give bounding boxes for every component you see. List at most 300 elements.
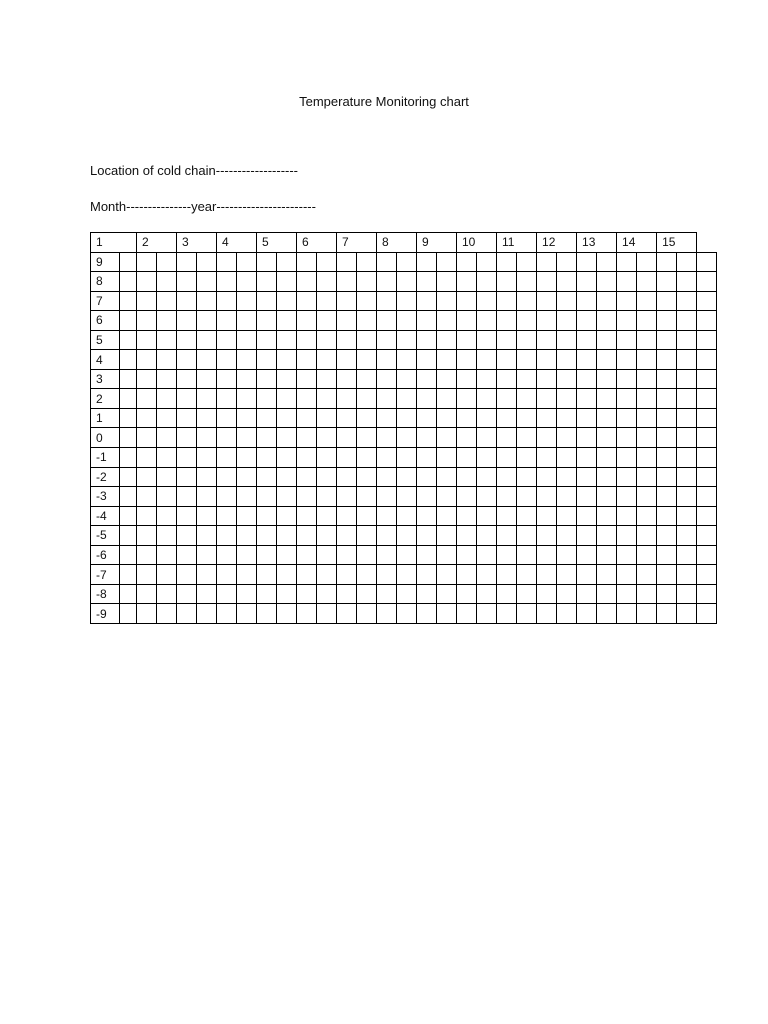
reading-cell xyxy=(437,252,457,272)
reading-cell xyxy=(417,369,437,389)
day-header-cell: 10 xyxy=(457,233,497,253)
reading-cell xyxy=(417,526,437,546)
reading-cell xyxy=(517,252,537,272)
reading-cell xyxy=(357,545,377,565)
reading-cell xyxy=(697,291,717,311)
reading-cell xyxy=(677,311,697,331)
day-header-cell: 3 xyxy=(177,233,217,253)
reading-cell xyxy=(337,467,357,487)
reading-cell xyxy=(417,467,437,487)
reading-cell xyxy=(657,369,677,389)
reading-cell xyxy=(637,389,657,409)
reading-cell xyxy=(617,428,637,448)
reading-cell xyxy=(577,545,597,565)
reading-cell xyxy=(417,291,437,311)
reading-cell xyxy=(357,369,377,389)
reading-cell xyxy=(257,584,277,604)
temperature-label-cell: 5 xyxy=(91,330,120,350)
reading-cell xyxy=(557,330,577,350)
temperature-label-cell: -4 xyxy=(91,506,120,526)
reading-cell xyxy=(437,506,457,526)
location-line: Location of cold chain------------------- xyxy=(90,163,299,178)
reading-cell xyxy=(277,565,297,585)
temperature-row xyxy=(91,311,717,331)
reading-cell xyxy=(457,330,477,350)
reading-cell xyxy=(497,369,517,389)
reading-cell xyxy=(497,311,517,331)
day-header-cell: 7 xyxy=(337,233,377,253)
reading-cell xyxy=(657,506,677,526)
reading-cell xyxy=(557,467,577,487)
reading-cell xyxy=(497,330,517,350)
reading-cell xyxy=(457,272,477,292)
temperature-row xyxy=(91,272,717,292)
reading-cell xyxy=(277,526,297,546)
reading-cell xyxy=(417,389,437,409)
reading-cell xyxy=(297,311,317,331)
reading-cell xyxy=(677,487,697,507)
temperature-row xyxy=(91,526,717,546)
reading-cell xyxy=(137,584,157,604)
reading-cell xyxy=(557,604,577,624)
reading-cell xyxy=(537,545,557,565)
temperature-label-cell: -9 xyxy=(91,604,120,624)
reading-cell xyxy=(337,311,357,331)
temperature-row xyxy=(91,350,717,370)
temperature-row xyxy=(91,565,717,585)
reading-cell xyxy=(337,545,357,565)
reading-cell xyxy=(377,604,397,624)
reading-cell xyxy=(157,291,177,311)
reading-cell xyxy=(217,408,237,428)
reading-cell xyxy=(337,330,357,350)
reading-cell xyxy=(397,604,417,624)
reading-cell xyxy=(577,467,597,487)
reading-cell xyxy=(597,291,617,311)
reading-cell xyxy=(197,350,217,370)
reading-cell xyxy=(637,565,657,585)
reading-cell xyxy=(497,389,517,409)
reading-cell xyxy=(137,526,157,546)
reading-cell xyxy=(377,252,397,272)
reading-cell xyxy=(477,330,497,350)
reading-cell xyxy=(317,428,337,448)
reading-cell xyxy=(137,311,157,331)
reading-cell xyxy=(697,408,717,428)
reading-cell xyxy=(437,604,457,624)
reading-cell xyxy=(217,311,237,331)
reading-cell xyxy=(257,252,277,272)
reading-cell xyxy=(177,604,197,624)
reading-cell xyxy=(597,467,617,487)
reading-cell xyxy=(217,604,237,624)
reading-cell xyxy=(577,389,597,409)
temperature-grid-table xyxy=(90,232,717,624)
reading-cell xyxy=(417,311,437,331)
reading-cell xyxy=(577,369,597,389)
reading-cell xyxy=(697,448,717,468)
reading-cell xyxy=(397,330,417,350)
reading-cell xyxy=(517,428,537,448)
reading-cell xyxy=(557,350,577,370)
reading-cell xyxy=(120,330,137,350)
reading-cell xyxy=(137,291,157,311)
day-header-cell: 12 xyxy=(537,233,577,253)
reading-cell xyxy=(177,408,197,428)
reading-cell xyxy=(297,467,317,487)
reading-cell xyxy=(237,369,257,389)
reading-cell xyxy=(120,545,137,565)
day-header-cell: 6 xyxy=(297,233,337,253)
reading-cell xyxy=(457,487,477,507)
reading-cell xyxy=(377,311,397,331)
reading-cell xyxy=(557,448,577,468)
reading-cell xyxy=(297,272,317,292)
reading-cell xyxy=(177,545,197,565)
reading-cell xyxy=(197,604,217,624)
reading-cell xyxy=(120,428,137,448)
reading-cell xyxy=(217,584,237,604)
reading-cell xyxy=(597,604,617,624)
reading-cell xyxy=(597,506,617,526)
reading-cell xyxy=(357,330,377,350)
reading-cell xyxy=(237,448,257,468)
reading-cell xyxy=(557,428,577,448)
reading-cell xyxy=(697,584,717,604)
reading-cell xyxy=(437,565,457,585)
reading-cell xyxy=(497,252,517,272)
reading-cell xyxy=(517,526,537,546)
reading-cell xyxy=(137,330,157,350)
reading-cell xyxy=(397,545,417,565)
reading-cell xyxy=(377,565,397,585)
reading-cell xyxy=(617,467,637,487)
reading-cell xyxy=(537,252,557,272)
day-header-cell: 5 xyxy=(257,233,297,253)
reading-cell xyxy=(637,252,657,272)
reading-cell xyxy=(237,604,257,624)
reading-cell xyxy=(437,389,457,409)
reading-cell xyxy=(137,506,157,526)
reading-cell xyxy=(577,487,597,507)
reading-cell xyxy=(557,584,577,604)
temperature-row xyxy=(91,467,717,487)
reading-cell xyxy=(537,408,557,428)
reading-cell xyxy=(477,487,497,507)
temperature-label-cell: -7 xyxy=(91,565,120,585)
reading-cell xyxy=(477,350,497,370)
reading-cell xyxy=(417,584,437,604)
reading-cell xyxy=(537,311,557,331)
reading-cell xyxy=(217,545,237,565)
reading-cell xyxy=(217,252,237,272)
reading-cell xyxy=(557,545,577,565)
reading-cell xyxy=(517,565,537,585)
temperature-label-cell: 9 xyxy=(91,252,120,272)
reading-cell xyxy=(137,369,157,389)
reading-cell xyxy=(317,252,337,272)
day-header-cell: 15 xyxy=(657,233,697,253)
reading-cell xyxy=(377,467,397,487)
reading-cell xyxy=(517,311,537,331)
reading-cell xyxy=(197,506,217,526)
reading-cell xyxy=(137,487,157,507)
reading-cell xyxy=(337,584,357,604)
reading-cell xyxy=(317,565,337,585)
reading-cell xyxy=(637,350,657,370)
reading-cell xyxy=(477,467,497,487)
reading-cell xyxy=(120,252,137,272)
reading-cell xyxy=(257,487,277,507)
reading-cell xyxy=(297,291,317,311)
reading-cell xyxy=(217,467,237,487)
reading-cell xyxy=(597,526,617,546)
reading-cell xyxy=(497,565,517,585)
reading-cell xyxy=(637,545,657,565)
reading-cell xyxy=(577,291,597,311)
reading-cell xyxy=(637,408,657,428)
reading-cell xyxy=(597,565,617,585)
reading-cell xyxy=(577,330,597,350)
reading-cell xyxy=(437,330,457,350)
reading-cell xyxy=(197,311,217,331)
temperature-label-cell: 1 xyxy=(91,408,120,428)
reading-cell xyxy=(257,506,277,526)
reading-cell xyxy=(120,604,137,624)
reading-cell xyxy=(297,565,317,585)
reading-cell xyxy=(497,428,517,448)
temperature-row xyxy=(91,506,717,526)
day-header-cell: 4 xyxy=(217,233,257,253)
reading-cell xyxy=(137,467,157,487)
reading-cell xyxy=(517,350,537,370)
reading-cell xyxy=(357,584,377,604)
reading-cell xyxy=(377,487,397,507)
reading-cell xyxy=(137,350,157,370)
reading-cell xyxy=(377,350,397,370)
reading-cell xyxy=(437,428,457,448)
reading-cell xyxy=(317,506,337,526)
reading-cell xyxy=(237,428,257,448)
reading-cell xyxy=(497,506,517,526)
reading-cell xyxy=(637,506,657,526)
reading-cell xyxy=(120,565,137,585)
reading-cell xyxy=(157,408,177,428)
reading-cell xyxy=(657,526,677,546)
reading-cell xyxy=(277,291,297,311)
reading-cell xyxy=(677,448,697,468)
reading-cell xyxy=(677,526,697,546)
reading-cell xyxy=(217,565,237,585)
temperature-label-cell: 0 xyxy=(91,428,120,448)
reading-cell xyxy=(237,350,257,370)
reading-cell xyxy=(197,467,217,487)
reading-cell xyxy=(277,428,297,448)
reading-cell xyxy=(257,448,277,468)
reading-cell xyxy=(417,487,437,507)
reading-cell xyxy=(517,408,537,428)
reading-cell xyxy=(337,369,357,389)
reading-cell xyxy=(277,467,297,487)
reading-cell xyxy=(557,565,577,585)
reading-cell xyxy=(517,369,537,389)
reading-cell xyxy=(617,506,637,526)
reading-cell xyxy=(237,526,257,546)
reading-cell xyxy=(577,448,597,468)
reading-cell xyxy=(157,526,177,546)
reading-cell xyxy=(297,526,317,546)
reading-cell xyxy=(637,448,657,468)
reading-cell xyxy=(337,389,357,409)
reading-cell xyxy=(437,369,457,389)
reading-cell xyxy=(120,408,137,428)
reading-cell xyxy=(637,526,657,546)
reading-cell xyxy=(497,448,517,468)
reading-cell xyxy=(537,565,557,585)
reading-cell xyxy=(277,252,297,272)
reading-cell xyxy=(197,252,217,272)
reading-cell xyxy=(137,428,157,448)
reading-cell xyxy=(597,408,617,428)
reading-cell xyxy=(657,350,677,370)
reading-cell xyxy=(657,330,677,350)
reading-cell xyxy=(217,448,237,468)
reading-cell xyxy=(617,408,637,428)
reading-cell xyxy=(477,584,497,604)
reading-cell xyxy=(317,272,337,292)
reading-cell xyxy=(457,565,477,585)
reading-cell xyxy=(177,252,197,272)
reading-cell xyxy=(197,408,217,428)
reading-cell xyxy=(377,408,397,428)
reading-cell xyxy=(537,604,557,624)
reading-cell xyxy=(397,467,417,487)
reading-cell xyxy=(597,330,617,350)
reading-cell xyxy=(437,350,457,370)
reading-cell xyxy=(120,448,137,468)
reading-cell xyxy=(517,467,537,487)
temperature-label-cell: -6 xyxy=(91,545,120,565)
day-header-cell: 14 xyxy=(617,233,657,253)
temperature-row xyxy=(91,330,717,350)
reading-cell xyxy=(277,506,297,526)
reading-cell xyxy=(377,584,397,604)
reading-cell xyxy=(197,545,217,565)
reading-cell xyxy=(557,506,577,526)
reading-cell xyxy=(517,545,537,565)
reading-cell xyxy=(517,506,537,526)
reading-cell xyxy=(657,272,677,292)
reading-cell xyxy=(617,272,637,292)
reading-cell xyxy=(497,467,517,487)
reading-cell xyxy=(157,565,177,585)
reading-cell xyxy=(437,584,457,604)
reading-cell xyxy=(477,272,497,292)
reading-cell xyxy=(677,330,697,350)
reading-cell xyxy=(237,467,257,487)
reading-cell xyxy=(237,291,257,311)
reading-cell xyxy=(177,311,197,331)
temperature-row xyxy=(91,448,717,468)
reading-cell xyxy=(257,467,277,487)
reading-cell xyxy=(397,252,417,272)
reading-cell xyxy=(120,487,137,507)
reading-cell xyxy=(257,369,277,389)
reading-cell xyxy=(120,291,137,311)
reading-cell xyxy=(637,487,657,507)
reading-cell xyxy=(177,428,197,448)
reading-cell xyxy=(397,291,417,311)
reading-cell xyxy=(697,252,717,272)
reading-cell xyxy=(357,428,377,448)
reading-cell xyxy=(677,506,697,526)
reading-cell xyxy=(697,369,717,389)
reading-cell xyxy=(497,408,517,428)
reading-cell xyxy=(437,291,457,311)
reading-cell xyxy=(557,487,577,507)
reading-cell xyxy=(217,330,237,350)
reading-cell xyxy=(537,272,557,292)
reading-cell xyxy=(397,448,417,468)
reading-cell xyxy=(317,369,337,389)
reading-cell xyxy=(297,448,317,468)
reading-cell xyxy=(157,330,177,350)
reading-cell xyxy=(637,604,657,624)
reading-cell xyxy=(697,428,717,448)
reading-cell xyxy=(417,272,437,292)
reading-cell xyxy=(157,350,177,370)
reading-cell xyxy=(457,369,477,389)
reading-cell xyxy=(677,389,697,409)
reading-cell xyxy=(337,487,357,507)
reading-cell xyxy=(557,369,577,389)
reading-cell xyxy=(677,545,697,565)
reading-cell xyxy=(517,487,537,507)
reading-cell xyxy=(437,467,457,487)
reading-cell xyxy=(277,545,297,565)
reading-cell xyxy=(177,369,197,389)
reading-cell xyxy=(397,369,417,389)
reading-cell xyxy=(237,272,257,292)
temperature-row xyxy=(91,487,717,507)
reading-cell xyxy=(357,291,377,311)
reading-cell xyxy=(677,252,697,272)
temperature-label-cell: -3 xyxy=(91,487,120,507)
reading-cell xyxy=(277,330,297,350)
reading-cell xyxy=(477,565,497,585)
reading-cell xyxy=(137,272,157,292)
reading-cell xyxy=(497,487,517,507)
reading-cell xyxy=(217,350,237,370)
reading-cell xyxy=(537,487,557,507)
reading-cell xyxy=(137,604,157,624)
reading-cell xyxy=(617,311,637,331)
reading-cell xyxy=(317,350,337,370)
reading-cell xyxy=(157,584,177,604)
reading-cell xyxy=(337,526,357,546)
month-year-line: Month---------------year----------------------- xyxy=(90,199,316,214)
reading-cell xyxy=(197,487,217,507)
reading-cell xyxy=(357,272,377,292)
reading-cell xyxy=(237,545,257,565)
reading-cell xyxy=(237,311,257,331)
reading-cell xyxy=(237,389,257,409)
reading-cell xyxy=(497,545,517,565)
reading-cell xyxy=(237,330,257,350)
reading-cell xyxy=(157,467,177,487)
reading-cell xyxy=(637,272,657,292)
reading-cell xyxy=(617,389,637,409)
